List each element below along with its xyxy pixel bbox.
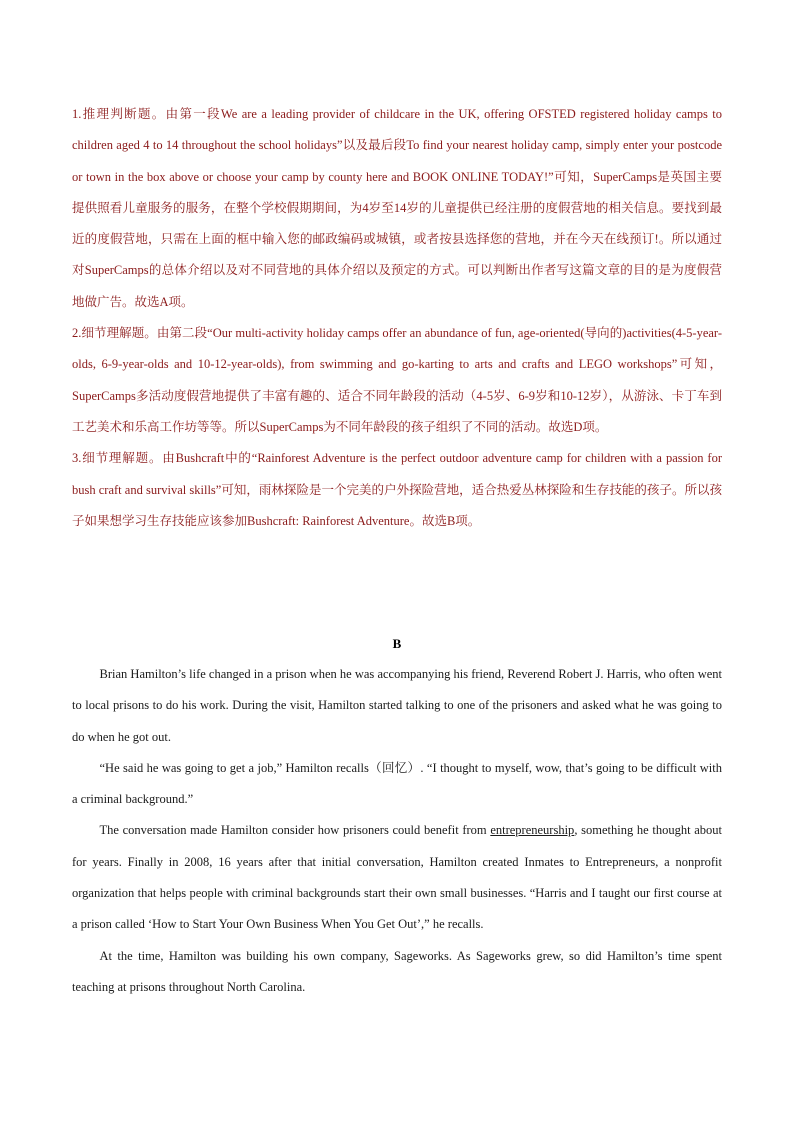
section-heading: B [392,636,402,651]
reading-passage [72,659,722,1003]
explanation-3: 3.细节理解题。由Bushcraft中的“Rainforest Adventure is the perfect outdoor adventure camp for children with a passion for bush craft and survival skills”可知，雨林探险是一个完美的户外探险营地，适合热爱丛林探险和生存技能的孩子。所以孩子如果想学习生存技能应该参加Bushcraft: Rainforest Adventure。故选B项。 [72,451,722,528]
answer-explanations [72,99,722,537]
paragraph-3-text-start: The conversation made Hamilton consider how prisoners could benefit from [99,823,491,838]
passage-paragraph-2: “He said he was going to get a job,” Hamilton recalls（回忆）. “I thought to myself, wow, that’s going to be difficult with a criminal background.” [72,760,722,807]
underlined-word: entrepreneurship [490,823,575,838]
paragraph-3-text-end: , something he thought about for years. Finally in 2008, 16 years after that initial conversation, Hamilton created Inmates to Entrepreneurs, a nonprofit organization that helps people with criminal backgrounds start their own small businesses. “Harris and I taught our first course at a prison called ‘How to Start Your Own Business When You Get Out’,” he recalls. [72,823,722,932]
passage-paragraph-3 [72,815,722,940]
passage-paragraph-4: At the time, Hamilton was building his own company, Sageworks. As Sageworks grew, so did Hamilton’s time spent teaching at prisons throughout North Carolina. [72,948,722,994]
passage-paragraph-1: Brian Hamilton’s life changed in a prison when he was accompanying his friend, Reverend Robert J. Harris, who often went to local prisons to do his work. During the visit, Hamilton started talking to one of the prisoners and asked what he was going to do when he got out. [72,667,722,744]
explanation-2: 2.细节理解题。由第二段“Our multi-activity holiday camps offer an abundance of fun, age-oriented(导向的)activities(4-5-year-olds, 6-9-year-olds and 10-12-year-olds), from swimming and go-karting to arts and crafts and LEGO workshops”可知，SuperCamps多活动度假营地提供了丰富有趣的、适合不同年龄段的活动（4-5岁、6-9岁和10-12岁），从游泳、卡丁车到工艺美术和乐高工作坊等等。所以SuperCamps为不同年龄段的孩子组织了不同的活动。故选D项。 [72,326,722,434]
explanation-1: 1.推理判断题。由第一段We are a leading provider of childcare in the UK, offering OFSTED registered holiday camps to children aged 4 to 14 throughout the school holidays”以及最后段To find your nearest holiday camp, simply enter your postcode or town in the box above or choose your camp by county here and BOOK ONLINE TODAY!”可知，SuperCamps是英国主要提供照看儿童服务的服务，在整个学校假期期间，为4岁至14岁的儿童提供已经注册的度假营地的相关信息。要找到最近的度假营地，只需在上面的框中输入您的邮政编码或城镇，或者按县选择您的营地，并在今天在线预订!。所以通过对SuperCamps的总体介绍以及对不同营地的具体介绍以及预定的方式。可以判断出作者写这篇文章的目的是为度假营地做广告。故选A项。 [72,107,722,309]
